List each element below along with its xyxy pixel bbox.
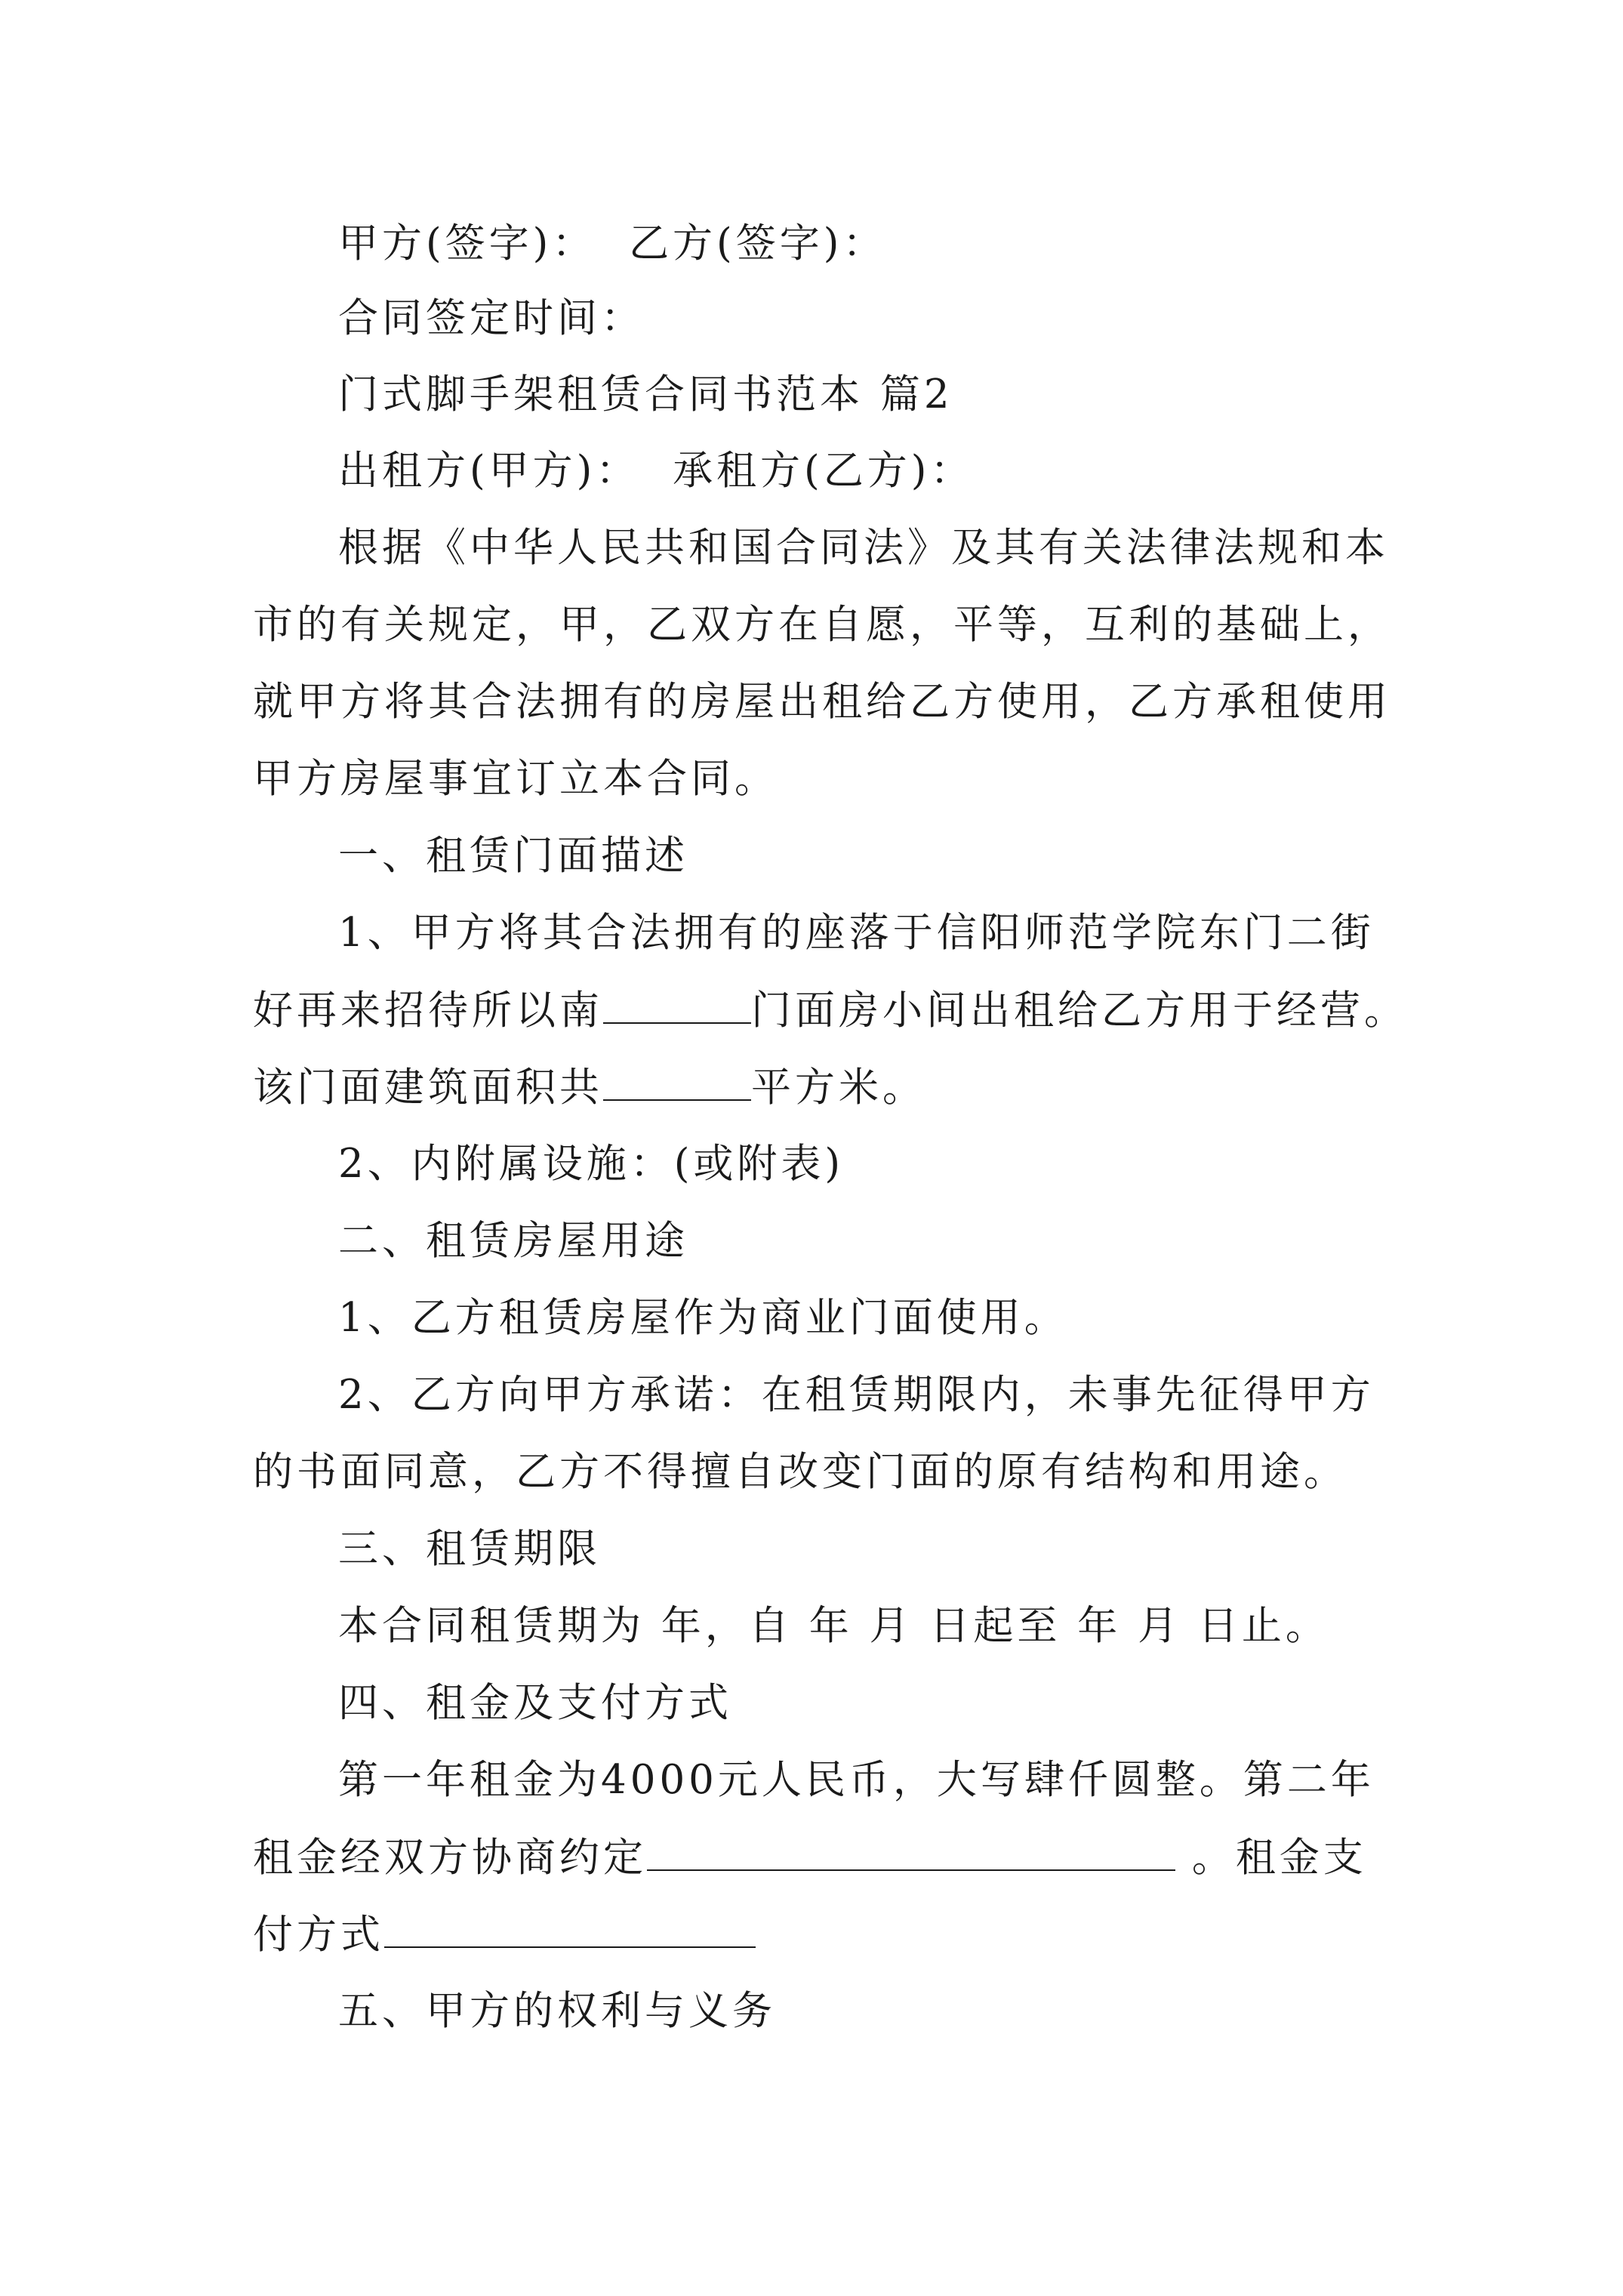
location-blank [603,972,751,1024]
intro-paragraph-line-1: 根据《中华人民共和国合同法》及其有关法律法规和本 [338,525,1389,571]
section-1-item-1-line-2 [253,972,1408,1048]
party-b-signature-label: 乙方(签字)： [629,220,887,267]
section-3-heading: 三、租赁期限 [338,1526,601,1572]
intro-paragraph-line-2: 市的有关规定，甲，乙双方在自愿，平等，互利的基础上， [253,602,1391,648]
section-2-item-1: 1、乙方租赁房屋作为商业门面使用。 [338,1295,1068,1341]
section-2-item-2-line-2: 的书面同意，乙方不得擅自改变门面的原有结构和用途。 [253,1449,1347,1495]
intro-paragraph-line-4: 甲方房屋事宜订立本合同。 [253,756,778,802]
section-1-item-2: 2、内附属设施：(或附表) [338,1141,845,1187]
section-1-heading: 一、租赁门面描述 [338,833,688,879]
area-suffix: 平方米。 [751,1065,926,1111]
lessee-label: 承租方(乙方)： [673,448,975,494]
section-1-item-1-line-1: 1、甲方将其合法拥有的座落于信阳师范学院东门二街 [338,910,1375,956]
section-2-item-2-line-1: 2、乙方向甲方承诺：在租赁期限内，未事先征得甲方 [338,1372,1375,1418]
section-4-line-1: 第一年租金为4000元人民币，大写肆仟圆整。第二年 [338,1757,1375,1803]
signature-line [338,206,886,282]
location-suffix: 门面房小间出租给乙方用于经营。 [751,988,1408,1034]
signing-date-label: 合同签定时间： [338,295,645,341]
section-2-heading: 二、租赁房屋用途 [338,1218,688,1264]
section-5-heading: 五、甲方的权利与义务 [338,1988,776,2034]
area-prefix: 该门面建筑面积共 [253,1065,603,1111]
location-prefix: 好再来招待所以南 [253,988,603,1034]
payment-method-prefix: 付方式 [253,1912,384,1958]
rent-agreement-blank [647,1820,1175,1871]
area-blank [603,1049,751,1101]
section-4-line-3 [253,1897,756,1972]
rent-agreement-suffix: 。租金支 [1175,1835,1367,1881]
intro-paragraph-line-3: 就甲方将其合法拥有的房屋出租给乙方使用，乙方承租使用 [253,679,1391,725]
payment-method-blank [384,1897,756,1948]
section-3-body: 本合同租赁期为 年，自 年 月 日起至 年 月 日止。 [338,1603,1329,1649]
rent-agreement-prefix: 租金经双方协商约定 [253,1835,647,1881]
party-a-signature-label: 甲方(签字)： [338,220,596,267]
section-1-item-1-line-3 [253,1049,926,1125]
parties-line [338,433,974,509]
lessor-label: 出租方(甲方)： [338,448,640,494]
section-4-line-2 [253,1820,1367,1895]
section-4-heading: 四、租金及支付方式 [338,1680,732,1726]
section-title: 门式脚手架租赁合同书范本 篇2 [338,371,953,418]
